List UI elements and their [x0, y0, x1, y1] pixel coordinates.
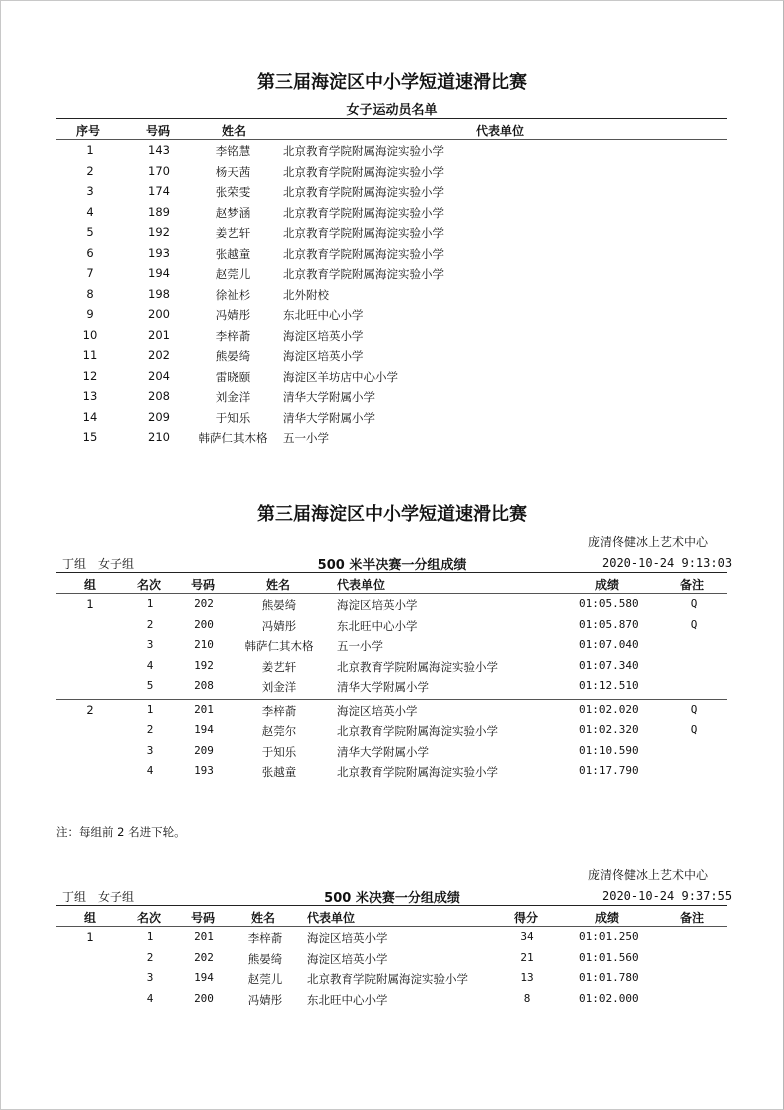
final-bib: 200 — [194, 991, 214, 1005]
table-cell-bib: 200 — [148, 307, 170, 321]
col-header-bib: 号码 — [146, 124, 171, 138]
table-cell-name: 于知乐 — [215, 410, 251, 425]
semi-col-name: 姓名 — [266, 578, 291, 592]
col-header-name: 姓名 — [222, 124, 247, 138]
final-name: 冯婧彤 — [247, 992, 283, 1007]
result-bib: 202 — [194, 597, 214, 610]
result-bib: 209 — [194, 743, 214, 757]
result-qualified-mark: Q — [690, 702, 698, 716]
table-cell-bib: 210 — [148, 430, 170, 444]
table-cell-unit: 北京教育学院附属海淀实验小学 — [283, 185, 444, 199]
result-bib: 193 — [194, 764, 214, 777]
result-name: 冯婧彤 — [261, 618, 297, 633]
table-cell-seq: 13 — [82, 389, 98, 403]
final-subtitle: 500 米决赛一分组成绩 — [324, 891, 460, 906]
result-rank: 3 — [146, 638, 154, 651]
result-rank: 4 — [146, 764, 154, 777]
table-cell-seq: 5 — [86, 225, 94, 239]
table-cell-unit: 北京教育学院附属海淀实验小学 — [283, 267, 444, 281]
final-rank: 3 — [146, 971, 154, 984]
table-cell-bib: 193 — [148, 245, 170, 260]
final-col-note: 备注 — [680, 911, 705, 925]
table-cell-bib: 208 — [148, 389, 170, 403]
result-bib: 208 — [194, 679, 214, 692]
table-cell-name: 徐祉杉 — [215, 287, 251, 302]
table-cell-name: 雷晓颐 — [215, 369, 251, 384]
final-rank: 1 — [146, 930, 154, 943]
final-score: 13 — [520, 971, 534, 984]
table-cell-seq: 4 — [86, 204, 94, 219]
table-cell-seq: 10 — [82, 327, 98, 342]
result-rank: 2 — [146, 723, 154, 736]
final-header-rule — [56, 926, 727, 927]
semifinal-header-rule — [56, 593, 727, 594]
final-score: 8 — [523, 991, 531, 1005]
final-unit: 海淀区培英小学 — [307, 931, 388, 945]
doc-title: 第三届海淀区中小学短道速滑比赛 — [257, 72, 527, 93]
result-time: 01:12.510 — [579, 679, 639, 692]
final-group-number: 1 — [86, 930, 94, 944]
result-unit: 海淀区培英小学 — [337, 703, 418, 718]
heat-group-number: 2 — [86, 702, 94, 717]
result-time: 01:07.040 — [579, 638, 639, 651]
result-rank: 1 — [146, 597, 154, 610]
semifinal-doc-title: 第三届海淀区中小学短道速滑比赛 — [257, 504, 527, 525]
result-name: 熊晏绮 — [261, 598, 297, 612]
final-col-name: 姓名 — [251, 911, 276, 925]
final-col-rank: 名次 — [137, 911, 162, 925]
result-time: 01:05.580 — [579, 597, 639, 610]
final-unit: 东北旺中心小学 — [307, 992, 388, 1007]
heat-separator — [56, 699, 727, 700]
result-name: 李梓萮 — [261, 703, 297, 718]
final-datetime: 2020-10-24 9:37:55 — [602, 889, 733, 903]
final-name: 李梓萮 — [247, 931, 283, 945]
final-group-label: 丁组 女子组 — [62, 890, 135, 904]
final-time: 01:01.780 — [579, 971, 639, 984]
result-bib: 201 — [194, 702, 214, 716]
result-unit: 五一小学 — [337, 639, 383, 653]
table-cell-unit: 海淀区羊坊店中心小学 — [283, 369, 398, 384]
table-cell-name: 刘金洋 — [215, 390, 251, 404]
table-cell-seq: 1 — [86, 143, 94, 157]
table-cell-unit: 海淀区培英小学 — [283, 349, 364, 363]
table-cell-bib: 198 — [148, 286, 170, 301]
table-cell-name: 赵莞儿 — [215, 267, 251, 281]
semi-col-bib: 号码 — [191, 578, 216, 592]
table-cell-seq: 15 — [82, 430, 98, 444]
table-cell-unit: 北京教育学院附属海淀实验小学 — [283, 144, 444, 158]
final-unit: 北京教育学院附属海淀实验小学 — [307, 972, 468, 986]
semifinal-datetime: 2020-10-24 9:13:03 — [602, 556, 733, 570]
semi-col-rank: 名次 — [137, 578, 162, 592]
result-bib: 210 — [194, 638, 214, 651]
final-top-rule — [56, 905, 727, 906]
result-time: 01:02.320 — [579, 723, 639, 736]
table-cell-unit: 北京教育学院附属海淀实验小学 — [283, 164, 444, 179]
final-time: 01:01.560 — [579, 950, 639, 964]
result-unit: 东北旺中心小学 — [337, 618, 418, 633]
result-unit: 北京教育学院附属海淀实验小学 — [337, 765, 498, 779]
heat-group-number: 1 — [86, 597, 94, 611]
table-cell-bib: 204 — [148, 368, 170, 383]
final-rank: 4 — [146, 991, 154, 1005]
result-name: 张越童 — [261, 765, 297, 779]
result-unit: 清华大学附属小学 — [337, 744, 429, 759]
semi-col-time: 成绩 — [595, 578, 620, 592]
result-rank: 4 — [146, 658, 154, 672]
table-cell-bib: 192 — [148, 225, 170, 239]
final-bib: 202 — [194, 950, 214, 964]
table-cell-seq: 12 — [82, 368, 98, 383]
roster-header-rule — [56, 139, 727, 140]
final-bib: 194 — [194, 971, 214, 984]
table-cell-unit: 清华大学附属小学 — [283, 390, 375, 404]
semi-col-group: 组 — [84, 578, 97, 592]
table-cell-bib: 209 — [148, 409, 170, 424]
table-cell-unit: 五一小学 — [283, 431, 329, 445]
table-cell-name: 李铭慧 — [215, 144, 251, 158]
table-cell-unit: 东北旺中心小学 — [283, 308, 364, 322]
final-rank: 2 — [146, 950, 154, 964]
final-score: 34 — [520, 930, 534, 943]
table-cell-name: 杨天茜 — [215, 164, 251, 179]
table-cell-seq: 14 — [82, 409, 98, 424]
result-rank: 1 — [146, 702, 154, 716]
result-time: 01:10.590 — [579, 743, 639, 757]
table-cell-bib: 189 — [148, 204, 170, 219]
table-cell-seq: 9 — [86, 307, 94, 321]
table-cell-bib: 170 — [148, 163, 170, 178]
table-cell-seq: 7 — [86, 266, 94, 280]
final-col-score: 得分 — [514, 911, 539, 925]
table-cell-seq: 6 — [86, 245, 94, 260]
result-name: 姜艺轩 — [261, 659, 297, 674]
result-time: 01:02.020 — [579, 702, 639, 716]
table-cell-unit: 北京教育学院附属海淀实验小学 — [283, 205, 444, 220]
result-rank: 2 — [146, 617, 154, 631]
final-col-unit: 代表单位 — [307, 911, 356, 925]
result-time: 01:07.340 — [579, 658, 639, 672]
col-header-seq: 序号 — [76, 124, 101, 138]
result-bib: 192 — [194, 658, 214, 672]
table-cell-seq: 8 — [86, 286, 94, 301]
table-cell-bib: 201 — [148, 327, 170, 342]
table-cell-name: 张荣雯 — [215, 185, 251, 199]
final-bib: 201 — [194, 930, 214, 943]
table-cell-unit: 海淀区培英小学 — [283, 328, 364, 343]
final-name: 熊晏绮 — [247, 951, 283, 966]
final-score: 21 — [520, 950, 534, 964]
semifinal-top-rule — [56, 572, 727, 573]
table-cell-seq: 2 — [86, 163, 94, 178]
table-cell-seq: 11 — [82, 348, 98, 362]
final-unit: 海淀区培英小学 — [307, 951, 388, 966]
col-header-unit: 代表单位 — [476, 124, 525, 138]
result-unit: 清华大学附属小学 — [337, 680, 429, 694]
result-qualified-mark: Q — [690, 617, 698, 631]
table-cell-name: 张越童 — [215, 246, 251, 261]
result-bib: 194 — [194, 723, 214, 736]
roster-top-rule — [56, 118, 727, 119]
table-cell-name: 赵梦涵 — [215, 205, 251, 220]
semi-col-note: 备注 — [680, 578, 705, 592]
result-rank: 3 — [146, 743, 154, 757]
final-time: 01:02.000 — [579, 991, 639, 1005]
group-label: 丁组 女子组 — [62, 557, 135, 571]
table-cell-unit: 北外附校 — [283, 287, 329, 302]
advance-note: 注：每组前 2 名进下轮。 — [56, 825, 186, 839]
result-unit: 北京教育学院附属海淀实验小学 — [337, 659, 498, 674]
roster-subtitle: 女子运动员名单 — [346, 103, 438, 118]
table-cell-seq: 3 — [86, 184, 94, 198]
result-unit: 北京教育学院附属海淀实验小学 — [337, 724, 498, 738]
result-bib: 200 — [194, 617, 214, 631]
final-col-time: 成绩 — [595, 911, 620, 925]
result-name: 于知乐 — [261, 744, 297, 759]
result-name: 赵莞尔 — [261, 724, 297, 738]
table-cell-bib: 194 — [148, 266, 170, 280]
table-cell-name: 姜艺轩 — [215, 226, 251, 240]
semifinal-subtitle: 500 米半决赛一分组成绩 — [317, 558, 467, 573]
result-time: 01:17.790 — [579, 764, 639, 777]
result-time: 01:05.870 — [579, 617, 639, 631]
final-col-bib: 号码 — [191, 911, 216, 925]
table-cell-bib: 174 — [148, 184, 170, 198]
table-cell-unit: 北京教育学院附属海淀实验小学 — [283, 246, 444, 261]
table-cell-name: 冯婧彤 — [215, 308, 251, 322]
result-qualified-mark: Q — [690, 597, 698, 610]
table-cell-bib: 143 — [148, 143, 170, 157]
table-cell-name: 韩萨仁其木格 — [198, 431, 268, 445]
table-cell-name: 李梓萮 — [215, 328, 251, 343]
table-cell-name: 熊晏绮 — [215, 349, 251, 363]
result-rank: 5 — [146, 679, 154, 692]
final-time: 01:01.250 — [579, 930, 639, 943]
result-qualified-mark: Q — [690, 723, 698, 736]
result-name: 韩萨仁其木格 — [244, 639, 314, 653]
final-name: 赵莞儿 — [247, 972, 283, 986]
final-col-group: 组 — [84, 911, 97, 925]
table-cell-unit: 清华大学附属小学 — [283, 410, 375, 425]
semi-col-unit: 代表单位 — [337, 578, 386, 592]
result-unit: 海淀区培英小学 — [337, 598, 418, 612]
final-venue: 庞清佟健冰上艺术中心 — [588, 868, 709, 882]
table-cell-unit: 北京教育学院附属海淀实验小学 — [283, 226, 444, 240]
result-name: 刘金洋 — [261, 680, 297, 694]
venue: 庞清佟健冰上艺术中心 — [588, 535, 709, 549]
table-cell-bib: 202 — [148, 348, 170, 362]
